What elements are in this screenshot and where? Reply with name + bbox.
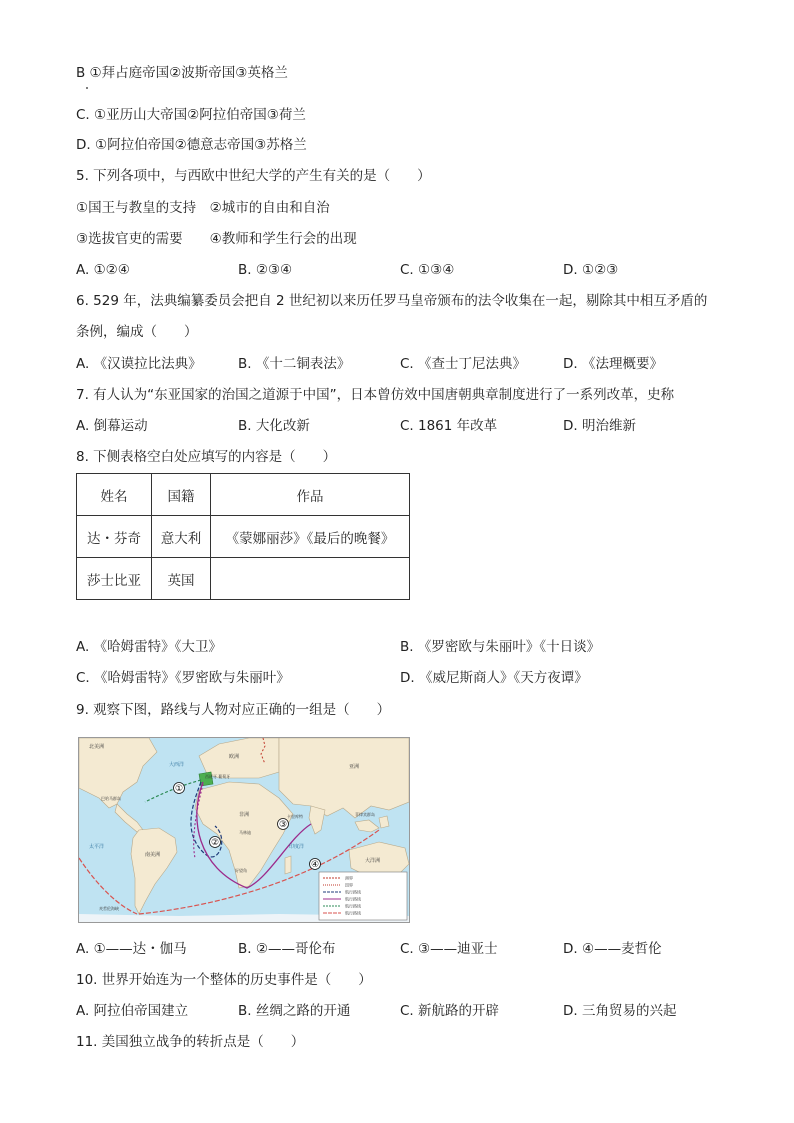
q6-option[interactable]: D. 《法理概要》 bbox=[563, 356, 663, 372]
table-header: 国籍 bbox=[152, 474, 211, 516]
table-cell: 达・芬奇 bbox=[77, 516, 152, 558]
label-south-america: 南美洲 bbox=[145, 852, 161, 858]
q9-option[interactable]: C. ③——迪亚士 bbox=[400, 941, 498, 957]
q10-option[interactable]: A. 阿拉伯帝国建立 bbox=[76, 1003, 189, 1019]
option-b-line: B ①拜占庭帝国②波斯帝国③英格兰 bbox=[76, 65, 288, 81]
question-7: 7. 有人认为“东亚国家的治国之道源于中国”，日本曾仿效中国唐朝典章制度进行了一系列改革，史称 bbox=[76, 387, 675, 403]
question-11: 11. 美国独立战争的转折点是（ ） bbox=[76, 1034, 305, 1050]
q7-option[interactable]: A. 倒幕运动 bbox=[76, 418, 148, 434]
stray-dot bbox=[86, 87, 88, 89]
table-cell: 《蒙娜丽莎》《最后的晚餐》 bbox=[211, 516, 410, 558]
q6-option[interactable]: B. 《十二铜表法》 bbox=[238, 356, 351, 372]
q10-option[interactable]: B. 丝绸之路的开通 bbox=[238, 1003, 351, 1019]
table-header: 作品 bbox=[211, 474, 410, 516]
legend-label: 航行路线 bbox=[345, 896, 361, 902]
q5-option[interactable]: C. ①③④ bbox=[400, 262, 455, 278]
question-6: 6. 529 年，法典编纂委员会把自 2 世纪初以来历任罗马皇帝颁布的法令收集在一起，剔除其中相互矛盾的 bbox=[76, 293, 708, 309]
question-6-cont: 条例，编成（ ） bbox=[76, 324, 198, 340]
label-pacific: 太平洋 bbox=[89, 844, 105, 850]
map-legend bbox=[319, 872, 407, 920]
option-d-line: D. ①阿拉伯帝国②德意志帝国③苏格兰 bbox=[76, 137, 307, 153]
q8-option[interactable]: B. 《罗密欧与朱丽叶》《十日谈》 bbox=[400, 639, 601, 655]
route-number-3: ③ bbox=[278, 820, 288, 830]
legend-label: 航行路线 bbox=[345, 910, 361, 916]
label-asia: 亚洲 bbox=[349, 764, 360, 770]
q10-option[interactable]: C. 新航路的开辟 bbox=[400, 1003, 500, 1019]
route-number-4: ④ bbox=[310, 860, 320, 870]
q5-option[interactable]: D. ①②③ bbox=[563, 262, 619, 278]
q8-option[interactable]: C. 《哈姆雷特》《罗密欧与朱丽叶》 bbox=[76, 670, 290, 686]
q7-option[interactable]: D. 明治维新 bbox=[563, 418, 636, 434]
q6-option[interactable]: C. 《查士丁尼法典》 bbox=[400, 356, 527, 372]
label-spain-portugal: 西班牙 葡萄牙 bbox=[205, 774, 231, 779]
label-oceania: 大洋洲 bbox=[365, 858, 381, 864]
label-africa: 非洲 bbox=[239, 812, 250, 818]
table-row bbox=[77, 516, 410, 558]
q9-option[interactable]: A. ①——达・伽马 bbox=[76, 941, 187, 957]
label-atlantic: 大西洋 bbox=[169, 762, 185, 768]
question-8: 8. 下侧表格空白处应填写的内容是（ ） bbox=[76, 449, 337, 465]
q5-statement-1: ①国王与教皇的支持 ②城市的自由和自治 bbox=[76, 200, 330, 216]
q10-option[interactable]: D. 三角贸易的兴起 bbox=[563, 1003, 677, 1019]
table-header: 姓名 bbox=[77, 474, 152, 516]
label-bahamas: 巴哈马群岛 bbox=[101, 796, 121, 801]
label-philippines: 菲律宾群岛 bbox=[355, 812, 375, 817]
question-5: 5. 下列各项中，与西欧中世纪大学的产生有关的是（ ） bbox=[76, 168, 431, 184]
route-number-2: ② bbox=[210, 838, 220, 848]
table-cell: 意大利 bbox=[152, 516, 211, 558]
legend-label: 国界 bbox=[345, 882, 353, 888]
legend-label: 洲界 bbox=[345, 875, 353, 881]
table-cell-blank bbox=[211, 558, 410, 600]
legend-label: 航行路线 bbox=[345, 903, 361, 909]
q5-option[interactable]: A. ①②④ bbox=[76, 262, 130, 278]
label-cape: 好望角 bbox=[235, 868, 247, 873]
label-magellan-strait: 麦哲伦海峡 bbox=[99, 906, 119, 911]
q7-option[interactable]: C. 1861 年改革 bbox=[400, 418, 498, 434]
label-indian: 印度洋 bbox=[289, 844, 305, 850]
label-europe: 欧洲 bbox=[229, 754, 240, 760]
route-number-1: ① bbox=[174, 784, 184, 794]
legend-label: 航行路线 bbox=[345, 889, 361, 895]
label-calicut: 卡里库特 bbox=[287, 814, 303, 819]
table-cell: 英国 bbox=[152, 558, 211, 600]
option-c-line: C. ①亚历山大帝国②阿拉伯帝国③荷兰 bbox=[76, 107, 306, 123]
q9-option[interactable]: B. ②——哥伦布 bbox=[238, 941, 336, 957]
works-table bbox=[76, 473, 410, 600]
question-10: 10. 世界开始连为一个整体的历史事件是（ ） bbox=[76, 972, 372, 988]
q5-option[interactable]: B. ②③④ bbox=[238, 262, 293, 278]
table-cell: 莎士比亚 bbox=[77, 558, 152, 600]
q6-option[interactable]: A. 《汉谟拉比法典》 bbox=[76, 356, 202, 372]
q7-option[interactable]: B. 大化改新 bbox=[238, 418, 310, 434]
table-row bbox=[77, 558, 410, 600]
q8-option[interactable]: D. 《威尼斯商人》《天方夜谭》 bbox=[400, 670, 588, 686]
q5-statement-2: ③选拔官吏的需要 ④教师和学生行会的出现 bbox=[76, 231, 357, 247]
voyage-map bbox=[78, 737, 410, 923]
question-9: 9. 观察下图，路线与人物对应正确的一组是（ ） bbox=[76, 702, 391, 718]
q9-option[interactable]: D. ④——麦哲伦 bbox=[563, 941, 662, 957]
label-north-america: 北美洲 bbox=[89, 744, 105, 750]
table-header-row bbox=[77, 474, 410, 516]
label-malindi: 马林迪 bbox=[239, 830, 251, 835]
q8-option[interactable]: A. 《哈姆雷特》《大卫》 bbox=[76, 639, 222, 655]
